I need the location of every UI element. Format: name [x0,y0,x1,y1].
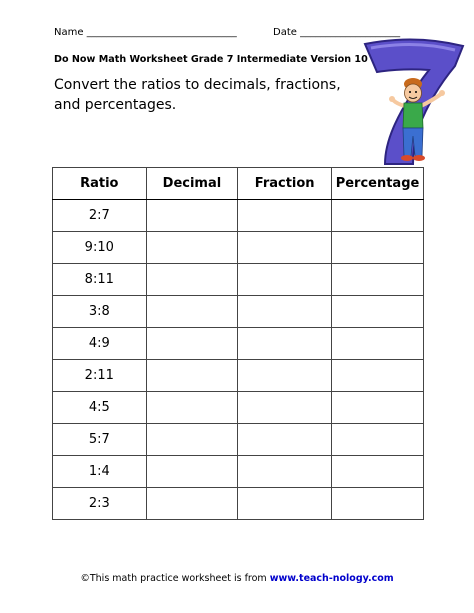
name-field-row [54,27,237,38]
ratio-cell: 4:9 [53,328,147,360]
decimal-answer-cell[interactable] [146,360,238,392]
fraction-answer-cell[interactable] [238,456,332,488]
percentage-answer-cell[interactable] [332,328,424,360]
ratio-cell: 9:10 [53,232,147,264]
table-row [53,456,424,488]
ratio-cell: 3:8 [53,296,147,328]
name-label: Name [54,27,84,38]
ratio-cell: 2:11 [53,360,147,392]
decimal-answer-cell[interactable] [146,200,238,232]
percentage-answer-cell[interactable] [332,232,424,264]
percentage-answer-cell[interactable] [332,392,424,424]
worksheet-instructions: Convert the ratios to decimals, fractions, and percentages. [54,77,341,113]
ratio-cell: 2:3 [53,488,147,520]
percentage-answer-cell[interactable] [332,296,424,328]
footer-copyright-text: ©This math practice worksheet is from [80,573,270,584]
percentage-answer-cell[interactable] [332,264,424,296]
name-blank-line: ______________________________ [86,27,237,38]
percentage-answer-cell[interactable] [332,200,424,232]
fraction-answer-cell[interactable] [238,488,332,520]
table-row [53,424,424,456]
footer-website-link[interactable]: www.teach-nology.com [269,573,394,584]
ratio-cell: 5:7 [53,424,147,456]
decimal-answer-cell[interactable] [146,488,238,520]
ratio-cell: 1:4 [53,456,147,488]
decimal-answer-cell[interactable] [146,456,238,488]
table-row [53,328,424,360]
table-row [53,264,424,296]
header-decimal: Decimal [146,168,238,200]
table-header-row [53,168,424,200]
date-label: Date [273,27,297,38]
date-blank-line: ____________________ [300,27,401,38]
percentage-answer-cell[interactable] [332,456,424,488]
decimal-answer-cell[interactable] [146,296,238,328]
header-percentage: Percentage [332,168,424,200]
fraction-answer-cell[interactable] [238,200,332,232]
fraction-answer-cell[interactable] [238,328,332,360]
table-row [53,296,424,328]
ratio-conversion-table [52,167,424,520]
percentage-answer-cell[interactable] [332,488,424,520]
percentage-answer-cell[interactable] [332,424,424,456]
seven-mascot-icon [355,36,470,168]
decimal-answer-cell[interactable] [146,328,238,360]
table-row [53,360,424,392]
table-row [53,200,424,232]
fraction-answer-cell[interactable] [238,424,332,456]
ratio-cell: 2:7 [53,200,147,232]
percentage-answer-cell[interactable] [332,360,424,392]
fraction-answer-cell[interactable] [238,296,332,328]
decimal-answer-cell[interactable] [146,424,238,456]
table-row [53,232,424,264]
ratio-cell: 8:11 [53,264,147,296]
header-ratio: Ratio [53,168,147,200]
table-row [53,488,424,520]
header-fraction: Fraction [238,168,332,200]
decimal-answer-cell[interactable] [146,392,238,424]
fraction-answer-cell[interactable] [238,360,332,392]
decimal-answer-cell[interactable] [146,232,238,264]
fraction-answer-cell[interactable] [238,232,332,264]
decimal-answer-cell[interactable] [146,264,238,296]
fraction-answer-cell[interactable] [238,392,332,424]
fraction-answer-cell[interactable] [238,264,332,296]
table-row [53,392,424,424]
ratio-cell: 4:5 [53,392,147,424]
worksheet-title: Do Now Math Worksheet Grade 7 Intermediate Version 10 [54,54,368,65]
footer-credit [0,573,474,584]
